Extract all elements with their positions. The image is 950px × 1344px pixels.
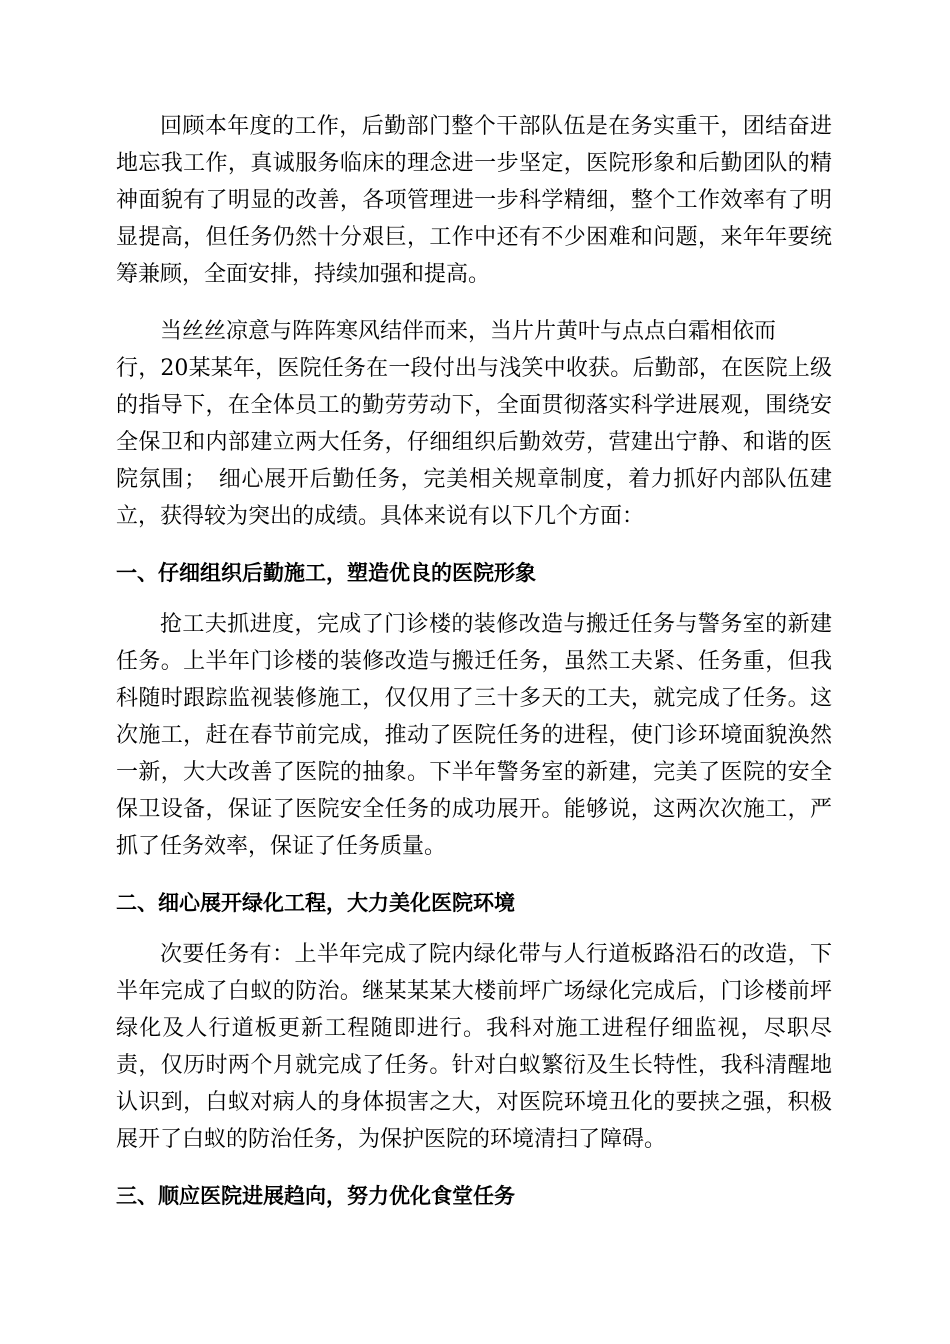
section-heading-3: 三、顺应医院进展趋向，努力优化食堂任务	[116, 1184, 515, 1208]
paragraph-intro-first-line: 当丝丝凉意与阵阵寒风结伴而来，当片片黄叶与点点白霜相依而	[160, 319, 777, 344]
document-body	[116, 108, 832, 1229]
paragraph-construction: 抢工夫抓进度，完成了门诊楼的装修改造与搬迁任务与警务室的新建任务。上半年门诊楼的装修改造与搬迁任务，虽然工夫紧、任务重，但我科随时跟踪监视装修施工，仅仅用了三十多天的工夫，就完成了任务。这次施工，赶在春节前完成，推动了医院任务的进程，使门诊环境面貌涣然一新，大大改善了医院的抽象。下半年警务室的新建，完美了医院的安全保卫设备，保证了医院安全任务的成功展开。能够说，这两次次施工，严抓了任务效率，保证了任务质量。	[116, 612, 832, 859]
paragraph-intro	[116, 313, 832, 535]
paragraph-review: 回顾本年度的工作，后勤部门整个干部队伍是在务实重干，团结奋进地忘我工作，真诚服务临床的理念进一步坚定，医院形象和后勤团队的精神面貌有了明显的改善，各项管理进一步科学精细，整个工作效率有了明显提高，但任务仍然十分艰巨，工作中还有不少困难和问题，来年年要统筹兼顾，全面安排，持续加强和提高。	[116, 114, 832, 287]
section-heading-1: 一、仔细组织后勤施工，塑造优良的医院形象	[116, 561, 536, 585]
section-heading-2: 二、细心展开绿化工程，大力美化医院环境	[116, 891, 515, 915]
paragraph-intro-body: 行，20某某年，医院任务在一段付出与浅笑中收获。后勤部，在医院上级的指导下，在全体员工的勤劳劳动下，全面贯彻落实科学进展观，围绕安全保卫和内部建立两大任务，仔细组织后勤效劳，营建出宁静、和谐的医院氛围； 细心展开后勤任务，完美相关规章制度，着力抓好内部队伍建立，获得较为突出的成绩。具体来说有以下几个方面：	[116, 356, 832, 529]
paragraph-greening: 次要任务有：上半年完成了院内绿化带与人行道板路沿石的改造，下半年完成了白蚁的防治。继某某某大楼前坪广场绿化完成后，门诊楼前坪绿化及人行道板更新工程随即进行。我科对施工进程仔细监视，尽职尽责，仅历时两个月就完成了任务。针对白蚁繁衍及生长特性，我科清醒地认识到，白蚁对病人的身体损害之大，对医院环境丑化的要挟之强，积极展开了白蚁的防治任务，为保护医院的环境清扫了障碍。	[116, 942, 832, 1152]
